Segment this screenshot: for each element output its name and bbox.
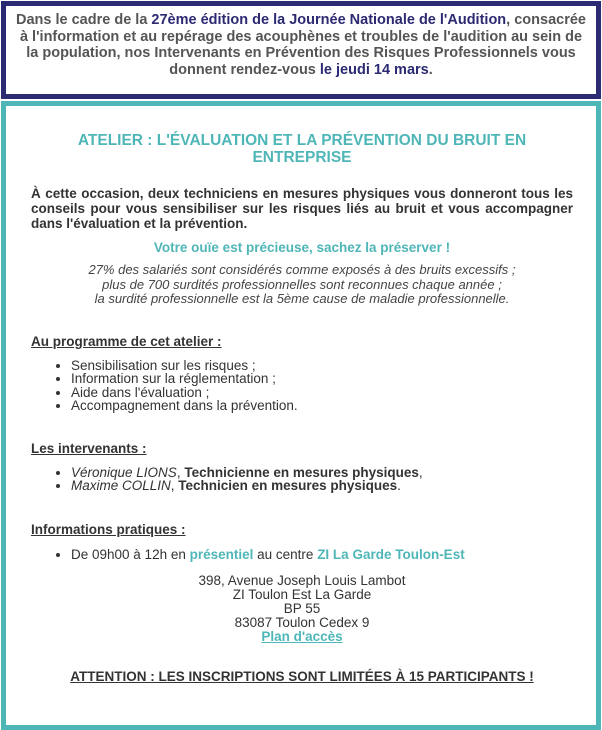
announcement-part2: , consacrée à l'information et au repérage des acouphènes et troubles de l'audition au sein de la population, nos Intervenants en Prévention des Risques Professionnels vous donnent rendez-vous [19,12,586,78]
registration-warning: ATTENTION : LES INSCRIPTIONS SONT LIMITÉES À 15 PARTICIPANTS ! [70,669,534,684]
announcement-part1: Dans le cadre de la [16,12,152,28]
speakers-list [31,466,573,493]
noise-statistics [31,263,573,307]
speaker-role: Technicienne en mesures physiques [184,464,419,480]
announcement-text [16,12,586,78]
separator: , [176,464,185,480]
list-item: • Information sur la réglementation ; [71,372,573,386]
practical-info-heading: Informations pratiques : [31,521,186,537]
workshop-content [31,132,573,684]
workshop-intro: À cette occasion, deux techniciens en mesures physiques vous donneront tous les conseils pour vous sensibiliser sur les risques liés au bruit et vous accompagner dans l'évaluation et la prévention. [31,186,573,231]
address-line: ZI Toulon Est La Garde [232,587,372,602]
location-name: ZI La Garde Toulon-Est [317,546,465,562]
schedule-text: De 09h00 à 12h en [71,546,190,562]
address-line: 398, Avenue Joseph Louis Lambot [198,573,406,588]
stat-line: plus de 700 surdités professionnelles sont reconnues chaque année ; [102,276,502,292]
list-item: • Accompagnement dans la prévention. [71,399,573,413]
speaker-role: Technicien en mesures physiques [178,478,398,493]
stat-line: la surdité professionnelle est la 5ème cause de maladie professionnelle. [94,291,510,306]
workshop-title: ATELIER : L'ÉVALUATION ET LA PRÉVENTION DU BRUIT EN ENTREPRISE [77,132,527,166]
address-line: BP 55 [283,601,321,616]
programme-heading: Au programme de cet atelier : [31,333,222,349]
address-line: 83087 Toulon Cedex 9 [234,615,370,630]
workshop-panel [1,101,601,730]
announcement-banner [1,1,601,99]
punctuation: . [397,478,401,493]
list-item [71,479,573,493]
event-edition: 27ème édition de la Journée Nationale de l'Audition [151,12,507,28]
speakers-heading: Les intervenants : [31,440,147,456]
list-item [71,466,573,480]
punctuation: , [418,464,423,480]
list-item: • Sensibilisation sur les risques ; [71,359,573,373]
programme-list [31,359,573,413]
attendance-mode: présentiel [189,546,254,562]
stat-line: 27% des salariés sont considérés comme exposés à des bruits excessifs ; [88,262,516,277]
list-item: • Aide dans l'évaluation ; [71,386,573,400]
address-block [31,574,573,644]
map-link[interactable]: Plan d'accès [261,629,343,644]
separator: , [170,478,179,493]
list-item [71,548,573,562]
speaker-name: Véronique LIONS [71,464,177,480]
practical-info-list [31,548,573,562]
event-date: le jeudi 14 mars [319,61,429,78]
workshop-slogan: Votre ouïe est précieuse, sachez la préserver ! [153,240,451,255]
announcement-end: . [428,61,433,78]
speaker-name: Maxime COLLIN [71,478,171,493]
location-prefix: au centre [253,546,318,562]
